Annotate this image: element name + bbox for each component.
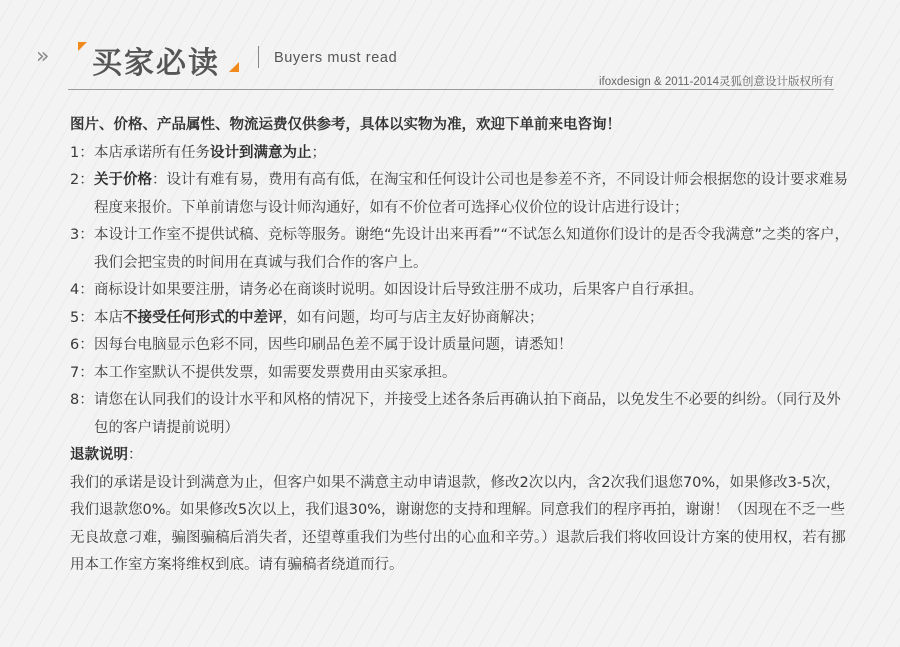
list-item-emphasis: 关于价格	[94, 172, 152, 188]
list-item-text-plain: ；	[311, 144, 326, 161]
list-item-number: 6：	[70, 337, 94, 353]
list-item-text-plain: 本设计工作室不提供试稿、竞标等服务。谢绝“先设计出来再看”“不试怎么知道你们设计的是否令我满意”之类的客户，我们会把宝贵的时间用在真诚与我们合作的客户上。	[94, 227, 850, 271]
list-item-text-plain: 本工作室默认不提供发票，如需要发票费用由买家承担。	[94, 364, 457, 381]
list-item-text	[94, 360, 850, 388]
notice-content	[70, 112, 850, 580]
list-item-text	[94, 167, 850, 222]
page-subtitle: Buyers must read	[274, 50, 398, 66]
list-item-text	[94, 277, 850, 305]
list-item	[70, 387, 850, 442]
double-chevron-right-icon: »	[36, 44, 44, 69]
list-item-text	[94, 222, 850, 277]
list-item	[70, 305, 850, 333]
list-item	[70, 277, 850, 305]
refund-heading-suffix: ：	[128, 447, 143, 463]
list-item	[70, 222, 850, 277]
header-rule	[68, 89, 834, 90]
list-item-number: 4：	[70, 282, 94, 298]
list-item-text-plain: 本店	[94, 309, 123, 326]
list-item-text	[94, 140, 850, 168]
list-item-number: 8：	[70, 392, 94, 408]
list-item-emphasis: 设计到满意为止	[210, 144, 312, 161]
notice-lead: 图片、价格、产品属性、物流运费仅供参考，具体以实物为准，欢迎下单前来电咨询！	[70, 117, 621, 133]
list-item-text-plain: ，如有问题，均可与店主友好协商解决；	[282, 309, 544, 326]
list-item-number: 3：	[70, 227, 94, 243]
refund-heading: 退款说明	[70, 447, 128, 463]
orange-corner-mark-bottom	[229, 62, 239, 72]
page-header	[0, 0, 900, 100]
list-item-text-plain: 因每台电脑显示色彩不同，因些印刷品色差不属于设计质量问题，请悉知！	[94, 337, 573, 353]
refund-body: 我们的承诺是设计到满意为止，但客户如果不满意主动申请退款，修改2次以内，含2次我们退您70%，如果修改3-5次，我们退款您0%。如果修改5次以上，我们退30%，谢谢您的支持和理解。同意我们的程序再拍，谢谢！（因现在不乏一些无良故意刁难，骗图骗稿后消失者，还望尊重我们为些付出的心血和辛劳。）退款后我们将收回设计方案的使用权，若有挪用本工作室方案将维权到底。请有骗稿者绕道而行。	[70, 474, 846, 573]
list-item-number: 5：	[70, 309, 94, 326]
list-item-emphasis: 不接受任何形式的中差评	[123, 309, 283, 326]
refund-heading-line	[70, 442, 850, 470]
list-item-number: 7：	[70, 364, 94, 381]
list-item-text-plain: 请您在认同我们的设计水平和风格的情况下，并接受上述各条后再确认拍下商品，以免发生不必要的纠纷。（同行及外包的客户请提前说明）	[94, 392, 841, 436]
list-item-text-plain: 商标设计如果要注册，请务必在商谈时说明。如因设计后导致注册不成功，后果客户自行承担。	[94, 282, 703, 298]
list-item	[70, 167, 850, 222]
list-item-number: 2：	[70, 172, 94, 188]
title-divider	[258, 46, 259, 68]
list-item	[70, 332, 850, 360]
list-item-text-plain: ：设计有难有易，费用有高有低，在淘宝和任何设计公司也是参差不齐，不同设计师会根据您的设计要求难易程度来报价。下单前请您与设计师沟通好，如有不价位者可选择心仪价位的设计店进行设计；	[94, 172, 848, 216]
list-item	[70, 140, 850, 168]
list-item-number: 1：	[70, 144, 94, 161]
orange-corner-mark-top	[78, 42, 87, 51]
list-item-text-plain: 本店承诺所有任务	[94, 144, 210, 161]
list-item-text	[94, 332, 850, 360]
list-item-text	[94, 387, 850, 442]
list-item-text	[94, 305, 850, 333]
list-item	[70, 360, 850, 388]
copyright-text: ifoxdesign & 2011-2014灵狐创意设计版权所有	[599, 76, 834, 88]
page-title: 买家必读	[92, 46, 220, 81]
